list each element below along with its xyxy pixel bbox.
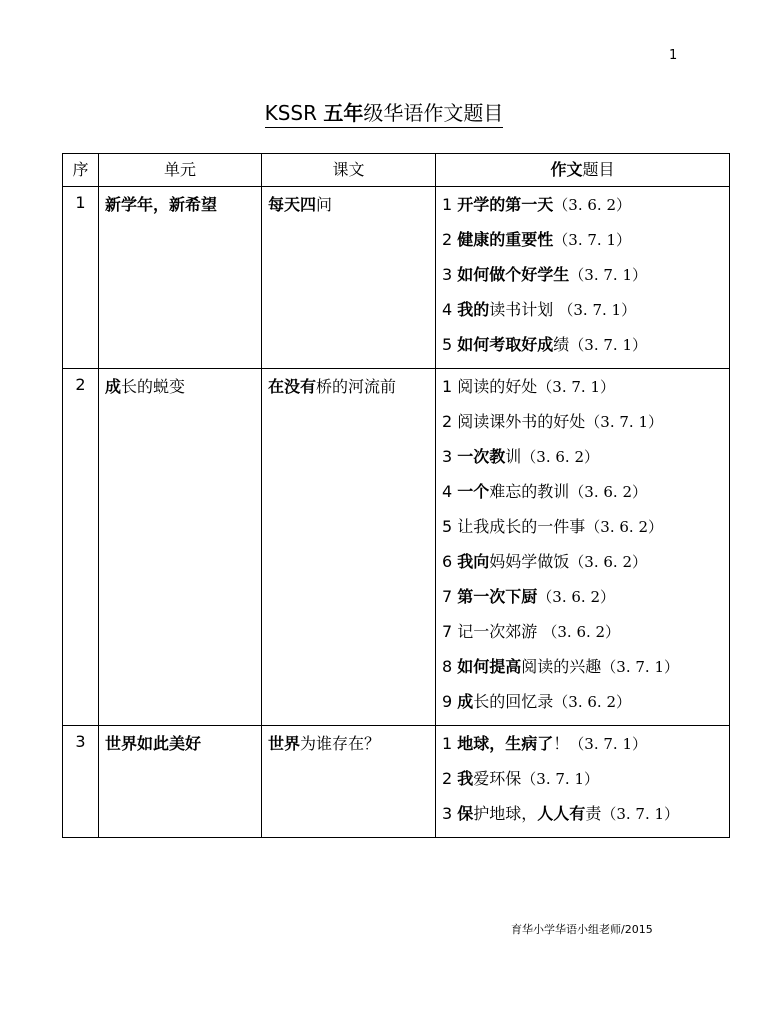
topic-number: 1 <box>442 734 458 753</box>
lesson-name <box>268 375 429 410</box>
topic-text: 让我成长的一件事 <box>457 517 586 536</box>
topic-number: 1 <box>442 377 458 396</box>
topic-text-bold: 如何做个好学生 <box>457 265 570 284</box>
essay-topic-item <box>442 445 723 480</box>
topic-text-bold: 地球，生病了 <box>457 734 554 753</box>
header-topic-rest: 题目 <box>582 160 615 179</box>
skill-reference: （3. 7. 1） <box>601 805 680 823</box>
essay-topic-item <box>442 193 723 228</box>
topic-text: 护地球， <box>473 804 538 823</box>
topic-text: ！ <box>553 734 570 753</box>
skill-reference: （3. 7. 1） <box>585 413 663 431</box>
topic-text-bold: 开学的第一天 <box>457 195 554 214</box>
essay-topic-item <box>442 375 723 410</box>
essay-topic-item <box>442 585 723 620</box>
topic-text: 阅读课外书的好处 <box>457 412 586 431</box>
unit-name-rest: 长的蜕变 <box>121 377 186 396</box>
skill-reference: （3. 7. 1） <box>569 266 647 284</box>
essay-topic-item <box>442 732 723 767</box>
header-topic <box>436 154 730 187</box>
topic-text-bold: 一个 <box>457 482 490 501</box>
essay-topic-item <box>442 515 723 550</box>
essay-topic-item <box>442 550 723 585</box>
skill-reference: （3. 6. 2） <box>585 518 663 536</box>
topic-number: 5 <box>442 517 458 536</box>
topic-text-bold: 我向 <box>457 552 490 571</box>
topic-text: 阅读的兴趣 <box>521 657 602 676</box>
row-number-cell: 3 <box>63 726 99 838</box>
topic-text: 爱环保 <box>473 769 522 788</box>
skill-reference: （3. 6. 2） <box>542 623 621 641</box>
topic-text: 责 <box>585 804 602 823</box>
topic-text-bold: 保 <box>457 804 474 823</box>
skill-reference: （3. 6. 2） <box>553 693 631 711</box>
header-unit: 单元 <box>99 154 262 187</box>
topic-number: 3 <box>442 265 458 284</box>
lesson-name <box>268 193 429 228</box>
table-row <box>63 369 730 726</box>
table-header-row <box>63 154 730 187</box>
lesson-name-rest: 问 <box>316 195 333 214</box>
essay-topic-item <box>442 410 723 445</box>
document-title-underline <box>265 100 504 128</box>
skill-reference: （3. 6. 2） <box>569 483 647 501</box>
lesson-name-bold: 在没有 <box>268 377 317 396</box>
topic-number: 7 <box>442 587 458 606</box>
topic-text: 记一次郊游 <box>457 622 543 641</box>
unit-name-bold: 世界如此美好 <box>105 734 202 753</box>
essay-topic-item <box>442 298 723 333</box>
skill-reference: （3. 6. 2） <box>537 588 615 606</box>
lesson-cell <box>262 369 436 726</box>
topic-text-bold: 人人有 <box>537 804 586 823</box>
lesson-name-rest: 桥的河流前 <box>316 377 397 396</box>
title-rest: 级华语作文题目 <box>363 101 504 125</box>
essay-topic-item <box>442 802 723 837</box>
row-number-cell: 2 <box>63 369 99 726</box>
topic-text: 读书计划 <box>489 300 559 319</box>
topic-text: 绩 <box>553 335 570 354</box>
topic-cell <box>436 369 730 726</box>
footer-credit: 育华小学华语小组老师/2015 <box>511 923 653 936</box>
table-body <box>63 187 730 838</box>
skill-reference: （3. 7. 1） <box>521 770 599 788</box>
topic-text: 长的回忆录 <box>473 692 554 711</box>
topic-number: 5 <box>442 335 458 354</box>
unit-name <box>105 732 255 767</box>
topic-text-bold: 如何提高 <box>457 657 522 676</box>
skill-reference: （3. 6. 2） <box>569 553 647 571</box>
topic-number: 3 <box>442 447 458 466</box>
lesson-cell <box>262 726 436 838</box>
topic-number: 4 <box>442 300 458 319</box>
skill-reference: （3. 7. 1） <box>601 658 679 676</box>
topic-number: 3 <box>442 804 458 823</box>
skill-reference: （3. 7. 1） <box>569 735 647 753</box>
topic-cell <box>436 726 730 838</box>
essay-topic-item <box>442 690 723 725</box>
topic-text-bold: 成 <box>457 692 474 711</box>
topic-number: 2 <box>442 769 458 788</box>
skill-reference: （3. 6. 2） <box>553 196 631 214</box>
lesson-name-bold: 每天四 <box>268 195 317 214</box>
lesson-name-rest: 为谁存在？ <box>300 734 381 753</box>
topic-text-bold: 我 <box>457 769 474 788</box>
document-title <box>0 100 768 128</box>
topic-number: 7 <box>442 622 458 641</box>
topic-number: 8 <box>442 657 458 676</box>
essay-topic-item <box>442 655 723 690</box>
topic-text: 妈妈学做饭 <box>489 552 570 571</box>
skill-reference: （3. 6. 2） <box>521 448 599 466</box>
topic-text-bold: 健康的重要性 <box>457 230 554 249</box>
topic-number: 2 <box>442 230 458 249</box>
table-row <box>63 187 730 369</box>
table-row <box>63 726 730 838</box>
topic-number: 1 <box>442 195 458 214</box>
lesson-name <box>268 732 429 767</box>
lesson-name-bold: 世界 <box>268 734 301 753</box>
header-lesson: 课文 <box>262 154 436 187</box>
unit-name <box>105 193 255 228</box>
topic-text-bold: 我的 <box>457 300 490 319</box>
topic-number: 9 <box>442 692 458 711</box>
unit-cell <box>99 369 262 726</box>
topic-text-bold: 如何考取好成 <box>457 335 554 354</box>
unit-cell <box>99 726 262 838</box>
topic-text: 阅读的好处 <box>457 377 538 396</box>
topic-number: 2 <box>442 412 458 431</box>
topic-number: 4 <box>442 482 458 501</box>
essay-topic-item <box>442 333 723 368</box>
unit-name <box>105 375 255 410</box>
header-topic-bold: 作文 <box>550 160 583 179</box>
unit-name-bold: 新学年，新希望 <box>105 195 218 214</box>
essay-topic-item <box>442 480 723 515</box>
row-number-cell: 1 <box>63 187 99 369</box>
essay-topic-item <box>442 620 723 655</box>
topic-text-bold: 第一次下厨 <box>457 587 538 606</box>
topic-text: 训 <box>505 447 522 466</box>
topic-number: 6 <box>442 552 458 571</box>
unit-name-bold: 成 <box>105 377 122 396</box>
header-no: 序 <box>63 154 99 187</box>
essay-topic-item <box>442 228 723 263</box>
skill-reference: （3. 7. 1） <box>537 378 615 396</box>
skill-reference: （3. 7. 1） <box>558 301 637 319</box>
page-number: 1 <box>669 48 678 63</box>
skill-reference: （3. 7. 1） <box>553 231 631 249</box>
title-prefix: KSSR <box>264 101 324 125</box>
skill-reference: （3. 7. 1） <box>569 336 647 354</box>
topic-text: 难忘的教训 <box>489 482 570 501</box>
title-bold: 五年 <box>323 101 364 125</box>
essay-topic-item <box>442 767 723 802</box>
unit-cell <box>99 187 262 369</box>
topic-text-bold: 一次教 <box>457 447 506 466</box>
topic-cell <box>436 187 730 369</box>
essay-topics-table <box>62 153 730 838</box>
lesson-cell <box>262 187 436 369</box>
essay-topic-item <box>442 263 723 298</box>
